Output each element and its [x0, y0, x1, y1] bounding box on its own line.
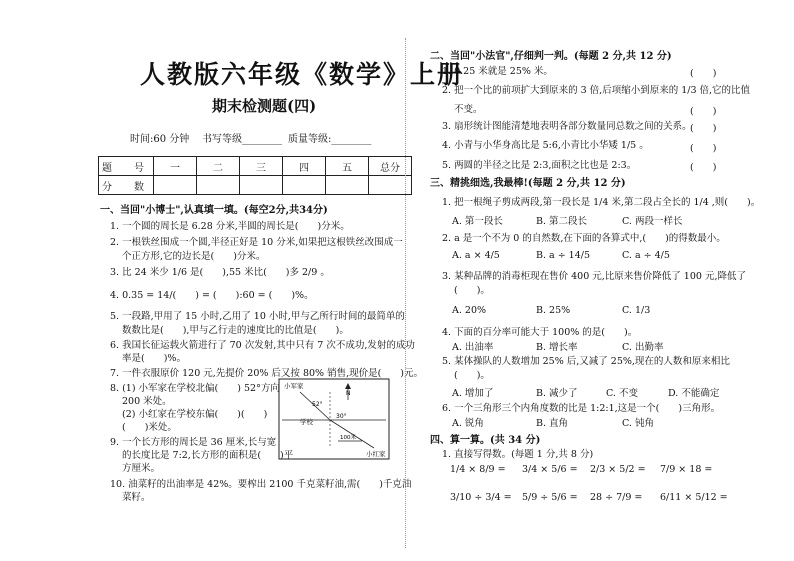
- question-1-6b: 率是( )%。: [122, 353, 186, 364]
- choice-2-option-a[interactable]: A. a × 4/5: [452, 250, 500, 261]
- choice-1-option-b[interactable]: B. 第二段长: [536, 216, 588, 227]
- score-header-cell: 四: [283, 157, 326, 176]
- choice-3-option-b[interactable]: B. 25%: [536, 305, 571, 316]
- score-input-cell[interactable]: [154, 176, 197, 195]
- question-1-8a: 8. (1) 小军家在学校北偏( ) 52°方向: [110, 383, 280, 394]
- exam-title: 人教版六年级《数学》上册: [140, 60, 465, 89]
- choice-5-option-d[interactable]: D. 不能确定: [668, 388, 720, 399]
- north-arrow-head: [345, 383, 351, 389]
- choice-5-option-a[interactable]: A. 增加了: [452, 388, 494, 399]
- question-1-4: 4. 0.35 = 14/( ) = ( ):60 = ( )%。: [110, 290, 314, 301]
- choice-3a: 3. 某种品牌的消毒柜现在售价 400 元,比原来售价降低了 100 元,降低了: [442, 271, 746, 282]
- score-table-score-row: [99, 176, 412, 195]
- section-4-heading: 四、算一算。(共 34 分): [430, 435, 541, 446]
- score-header-cell: 一: [154, 157, 197, 176]
- choice-4: 4. 下面的百分率可能大于 100% 的是( )。: [442, 327, 638, 338]
- question-1-1: 1. 一个圆的周长是 6.28 分米,半圆的周长是( )分米。: [110, 221, 350, 232]
- scale-label: 100米: [340, 435, 356, 441]
- exam-subtitle: 期末检测题(四): [212, 97, 317, 115]
- choice-5-option-b[interactable]: B. 减少了: [536, 388, 578, 399]
- angle-30-label: 30°: [336, 413, 347, 420]
- choice-1: 1. 把一根绳子剪成两段,第一段长是 1/4 米,第二段占全长的 1/4 ,则( )。: [442, 197, 761, 208]
- section-1-heading: 一、当回"小博士",认真填一填。(每空2分,共34分): [100, 205, 328, 216]
- question-1-8d: ( )米处。: [122, 422, 177, 433]
- north-label: N: [346, 390, 351, 397]
- calc-intro: 1. 直接写得数。(每题 1 分,共 8 分): [442, 449, 594, 460]
- calc-item[interactable]: 7/9 × 18 =: [660, 464, 713, 475]
- choice-5-option-c[interactable]: C. 不变: [606, 388, 638, 399]
- calc-item[interactable]: 1/4 × 8/9 =: [450, 464, 506, 475]
- judge-1-answer[interactable]: ( ): [690, 68, 717, 79]
- judge-3-answer[interactable]: ( ): [690, 123, 717, 134]
- score-input-cell[interactable]: [283, 176, 326, 195]
- question-1-7: 7. 一件衣服原价 120 元,先提价 20% 后又按 80% 销售,现价是( )元。: [110, 368, 424, 379]
- calc-item[interactable]: 3/10 ÷ 3/4 =: [450, 492, 512, 503]
- choice-3-option-c[interactable]: C. 1/3: [622, 305, 651, 316]
- question-1-9a: 9. 一个长方形的周长是 36 厘米,长与宽: [110, 437, 277, 448]
- choice-5b: ( )。: [454, 370, 490, 381]
- score-input-cell[interactable]: [240, 176, 283, 195]
- score-header-cell: 总分: [369, 157, 412, 176]
- question-1-6a: 6. 我国长征运载火箭进行了 70 次发射,其中只有 7 次不成功,发射的成功: [110, 340, 415, 351]
- section-2-heading: 二、当回"小法官",仔细判一判。(每题 2 分,共 12 分): [430, 51, 672, 62]
- column-divider: [405, 38, 406, 548]
- choice-3b: ( )。: [454, 285, 490, 296]
- judge-4-answer[interactable]: ( ): [690, 143, 717, 154]
- calc-item[interactable]: 6/11 × 5/12 =: [660, 492, 728, 503]
- angle-52-label: 52°: [312, 401, 323, 408]
- choice-6-option-b[interactable]: B. 直角: [536, 418, 569, 429]
- choice-1-option-c[interactable]: C. 两段一样长: [622, 216, 683, 227]
- question-1-2a: 2. 一根铁丝围成一个圆,半径正好是 10 分米,如果把这根铁丝改围成一: [110, 237, 403, 248]
- score-input-cell[interactable]: [326, 176, 369, 195]
- score-header-cell: 三: [240, 157, 283, 176]
- question-1-10b: 菜籽。: [122, 492, 151, 503]
- calc-item[interactable]: 3/4 × 5/6 =: [522, 464, 578, 475]
- choice-6-option-c[interactable]: C. 钝角: [622, 418, 654, 429]
- choice-3-option-a[interactable]: A. 20%: [452, 305, 487, 316]
- score-row-label: 分 数: [99, 176, 154, 195]
- choice-6: 6. 一个三角形三个内角度数的比是 1:2:1,这是一个( )三角形。: [442, 403, 721, 414]
- judge-3: 3. 扇形统计图能清楚地表明各部分数量同总数之间的关系。: [442, 121, 692, 132]
- question-1-2b: 个正方形,它的边长是( )分米。: [122, 251, 266, 262]
- calc-item[interactable]: 28 ÷ 7/9 =: [590, 492, 643, 503]
- xiaohong-home-label: 小红家: [366, 450, 386, 458]
- choice-2: 2. a 是一个不为 0 的自然数,在下面的各算式中,( )的得数最小。: [442, 233, 726, 244]
- choice-5a: 5. 某体操队的人数增加 25% 后,又减了 25%,现在的人数和原来相比: [442, 356, 730, 367]
- quality-grade: 质量等级:________: [288, 134, 372, 145]
- question-1-5b: 数数比是( ),甲与乙行走的速度比的比值是( )。: [122, 325, 349, 336]
- calc-item[interactable]: 2/3 × 5/2 =: [590, 464, 646, 475]
- choice-1-option-a[interactable]: A. 第一段长: [452, 216, 503, 227]
- question-1-8c: (2) 小红家在学校东偏( )( ): [122, 409, 268, 420]
- question-1-9c: 方厘米。: [122, 463, 161, 474]
- judge-5: 5. 两圆的半径之比是 2:3,面积之比也是 2:3。: [442, 160, 637, 171]
- score-table-header-row: [99, 157, 412, 176]
- choice-4-option-a[interactable]: A. 出油率: [452, 342, 494, 353]
- direction-diagram: [278, 378, 390, 460]
- score-header-cell: 五: [326, 157, 369, 176]
- choice-4-option-b[interactable]: B. 增长率: [536, 342, 578, 353]
- question-1-9b: 的长度比是 7:2,长方形的面积是( )平: [122, 450, 294, 461]
- judge-2b: 不变。: [454, 104, 483, 115]
- judge-5-answer[interactable]: ( ): [690, 162, 717, 173]
- score-table: [98, 156, 412, 195]
- choice-2-option-b[interactable]: B. a ÷ 14/5: [536, 250, 591, 261]
- choice-2-option-c[interactable]: C. a ÷ 4/5: [622, 250, 670, 261]
- section-3-heading: 三、精挑细选,我最棒!(每题 2 分,共 12 分): [430, 178, 626, 189]
- choice-6-option-a[interactable]: A. 锐角: [452, 418, 484, 429]
- xiaojun-home-label: 小军家: [284, 382, 304, 390]
- judge-4: 4. 小青与小华身高比是 5:6,小青比小华矮 1/5 。: [442, 140, 649, 151]
- exam-time: 时间:60 分钟: [130, 134, 190, 145]
- xiaohong-direction-line: [330, 420, 374, 448]
- judge-2-answer[interactable]: ( ): [690, 106, 717, 117]
- writing-grade: 书写等级________: [202, 134, 282, 145]
- judge-1: 1. 0.25 米就是 25% 米。: [442, 66, 553, 77]
- question-1-10a: 10. 油菜籽的出油率是 42%。要榨出 2100 千克菜籽油,需( )千克油: [110, 479, 412, 490]
- question-1-3: 3. 比 24 米少 1/6 是( ),55 米比( )多 2/9 。: [110, 267, 330, 278]
- choice-4-option-c[interactable]: C. 出勤率: [622, 342, 664, 353]
- question-1-5a: 5. 一段路,甲用了 15 小时,乙用了 10 小时,甲与乙所行时间的最简单的: [110, 311, 405, 322]
- question-1-8b: 200 米处。: [122, 396, 172, 407]
- score-input-cell[interactable]: [197, 176, 240, 195]
- calc-item[interactable]: 5/9 ÷ 5/6 =: [522, 492, 578, 503]
- score-header-cell: 题 号: [99, 157, 154, 176]
- score-header-cell: 二: [197, 157, 240, 176]
- judge-2a: 2. 把一个比的前项扩大到原来的 3 倍,后项缩小到原来的 1/3 倍,它的比值: [442, 85, 751, 96]
- school-label: 学校: [300, 418, 313, 426]
